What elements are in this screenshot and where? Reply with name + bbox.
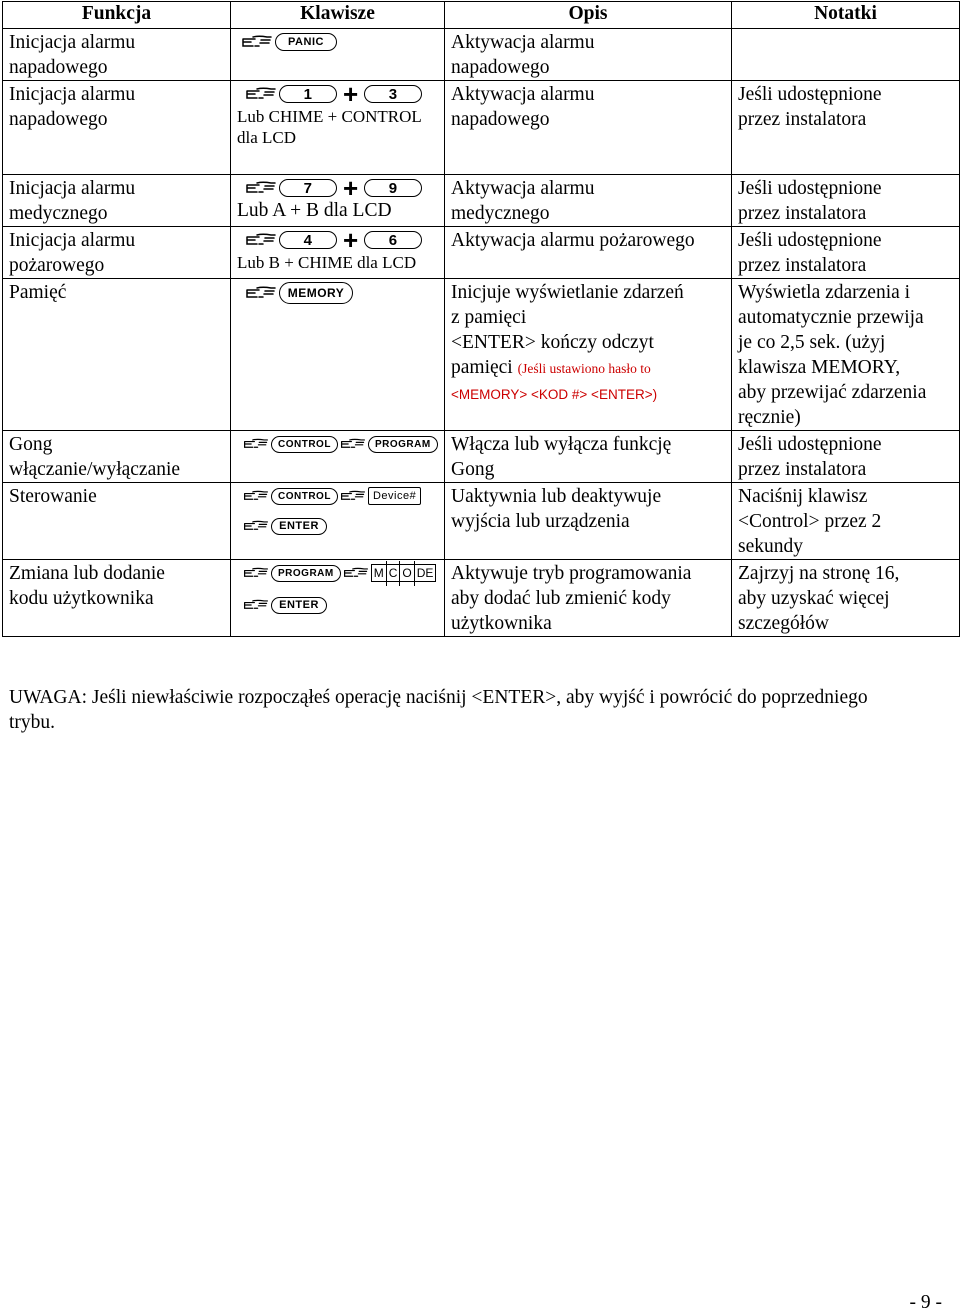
table-row [3,81,960,175]
plus-icon: + [343,80,359,109]
plus-icon: + [343,174,359,203]
cell-notatki: Zajrzyj na stronę 16, aby uzyskać więcej szczegółów [732,560,960,637]
cell-klawisze [231,279,445,431]
table-row [3,175,960,227]
cell-notatki: Wyświetla zdarzenia i automatycznie przewija je co 2,5 sek. (użyj klawisza MEMORY, aby przewijać zdarzenia ręcznie) [732,279,960,431]
program-key: PROGRAM [368,436,438,453]
table-row [3,227,960,279]
key-3: 3 [364,85,422,103]
cell-klawisze [231,483,445,560]
header-funkcja: Funkcja [3,2,231,29]
pointing-hand-icon [245,284,277,302]
enter-key: ENTER [271,518,327,535]
cell-klawisze [231,227,445,279]
header-notatki: Notatki [732,2,960,29]
cell-notatki: Jeśli udostępnione przez instalatora [732,431,960,483]
table-row [3,483,960,560]
cell-opis: Włącza lub wyłącza funkcję Gong [445,431,732,483]
warning-note: UWAGA: Jeśli niewłaściwie rozpocząłeś operację naciśnij <ENTER>, aby wyjść i powrócić do poprzedniego trybu. [9,687,868,733]
pointing-hand-icon [340,487,366,505]
cell-klawisze [231,175,445,227]
pointing-hand-icon [245,231,277,249]
cell-funkcja: Inicjacja alarmu napadowego [3,81,231,175]
functions-table [2,1,960,637]
device-key: Device# [368,487,421,505]
cell-opis: Aktywacja alarmu napadowego [445,81,732,175]
control-key: CONTROL [271,436,338,453]
pointing-hand-icon [243,435,269,453]
pointing-hand-icon [245,85,277,103]
cell-notatki: Naciśnij klawisz <Control> przez 2 sekundy [732,483,960,560]
header-opis: Opis [445,2,732,29]
master-code-key: M C O DE [371,564,437,582]
cell-funkcja: Inicjacja alarmu medycznego [3,175,231,227]
cell-opis: Aktywacja alarmu pożarowego [445,227,732,279]
pointing-hand-icon [245,179,277,197]
cell-opis: Inicjuje wyświetlanie zdarzeń z pamięci <ENTER> kończy odczyt pamięci (Jeśli ustawiono hasło to <MEMORY> <KOD #> <ENTER>) [445,279,732,431]
program-key: PROGRAM [271,565,341,582]
key-9: 9 [364,179,422,197]
header-klawisze: Klawisze [231,2,445,29]
cell-notatki: Jeśli udostępnione przez instalatora [732,227,960,279]
cell-notatki: Jeśli udostępnione przez instalatora [732,81,960,175]
cell-funkcja: Inicjacja alarmu napadowego [3,29,231,81]
pointing-hand-icon [243,517,269,535]
pointing-hand-icon [243,564,269,582]
pointing-hand-icon [340,435,366,453]
plus-icon: + [343,226,359,255]
keys-note: Lub B + CHIME dla LCD [237,253,417,272]
pointing-hand-icon [243,596,269,614]
key-1: 1 [279,85,337,103]
page-number: - 9 - [909,1292,942,1313]
pointing-hand-icon [243,487,269,505]
table-row [3,431,960,483]
password-sequence: <MEMORY> <KOD #> <ENTER>) [451,387,658,402]
cell-opis: Aktywuje tryb programowania aby dodać lub zmienić kody użytkownika [445,560,732,637]
cell-funkcja: Sterowanie [3,483,231,560]
password-note: (Jeśli ustawiono hasło to [517,361,651,376]
memory-key: MEMORY [279,282,353,304]
panic-key: PANIC [275,33,337,51]
table-row [3,560,960,637]
cell-klawisze [231,81,445,175]
enter-key: ENTER [271,597,327,614]
key-7: 7 [279,179,337,197]
cell-klawisze [231,431,445,483]
cell-funkcja: Inicjacja alarmu pożarowego [3,227,231,279]
cell-klawisze [231,29,445,81]
keys-note: Lub CHIME + CONTROL dla LCD [237,107,422,147]
key-4: 4 [279,231,337,249]
cell-opis: Aktywacja alarmu napadowego [445,29,732,81]
cell-opis: Aktywacja alarmu medycznego [445,175,732,227]
cell-opis: Uaktywnia lub deaktywuje wyjścia lub urządzenia [445,483,732,560]
cell-notatki [732,29,960,81]
pointing-hand-icon [343,564,369,582]
cell-funkcja: Pamięć [3,279,231,431]
table-header-row [3,2,960,29]
cell-funkcja: Zmiana lub dodanie kodu użytkownika [3,560,231,637]
control-key: CONTROL [271,488,338,505]
pointing-hand-icon [241,33,273,51]
table-row [3,29,960,81]
cell-funkcja: Gong włączanie/wyłączanie [3,431,231,483]
cell-notatki: Jeśli udostępnione przez instalatora [732,175,960,227]
keys-note: Lub A + B dla LCD [237,200,392,221]
table-row [3,279,960,431]
cell-klawisze [231,560,445,637]
key-6: 6 [364,231,422,249]
